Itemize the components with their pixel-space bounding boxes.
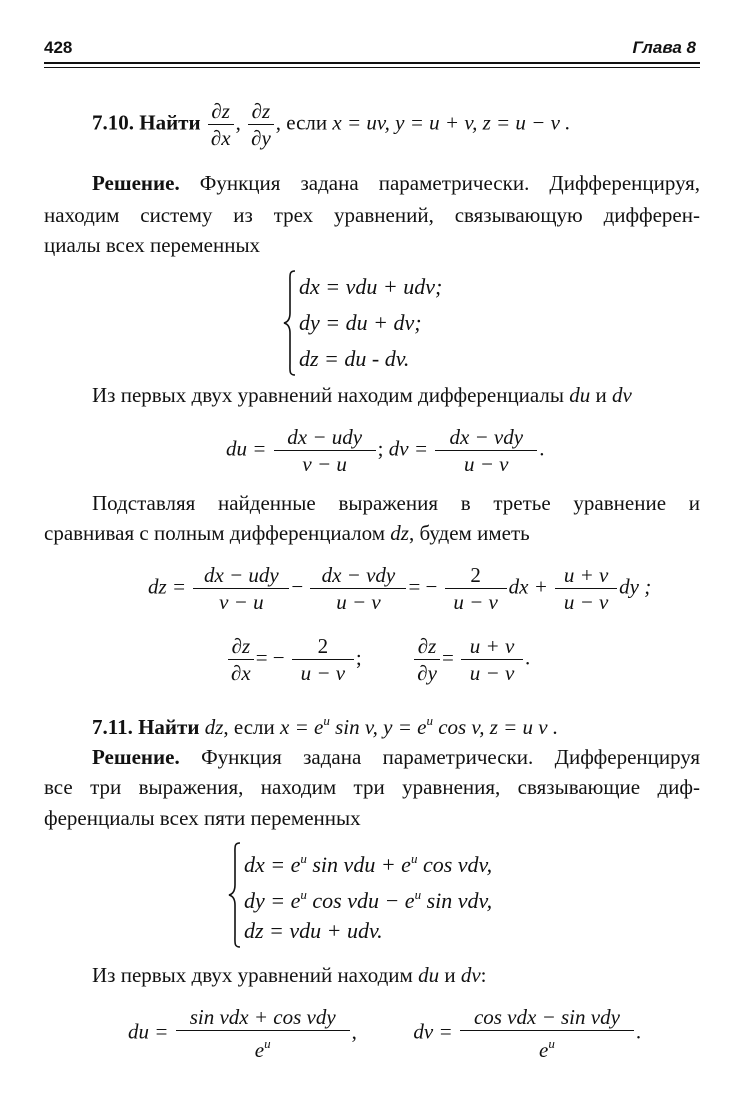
system-row: dy = du + dv; bbox=[299, 310, 422, 335]
paragraph-line: сравнивая с полным дифференциалом dz, будем иметь bbox=[44, 521, 530, 545]
system-row: dx = $e^u$ sin vdu + $e^u$ cos vdv, bbox=[244, 851, 493, 877]
solution-label: Решение. bbox=[92, 745, 180, 769]
equation-dz: dz = $\frac{\text{dx − udy}}{v - u}$ − $\frac{\text{dx − vdy}}{u - v}$ = − $\frac{2}{u - v}$ dx + $\frac{u + v}{u - v}$ dy ; bbox=[148, 563, 652, 614]
problem-7-11: 7.11. Найти dz, если $x = e^u$ sin v, $y = e^u$ cos v, z = u v . bbox=[92, 713, 559, 739]
fraction: $\frac{\partial z}{\partial y}$ bbox=[248, 98, 274, 151]
fraction: $\frac{u + v}{u - v}$ bbox=[555, 562, 617, 615]
system-row: dx = vdu + udv; bbox=[299, 274, 443, 299]
chapter-label: Глава 8 bbox=[632, 38, 696, 57]
fraction: $\frac{\text{dx − vdy}}{u - v}$ bbox=[435, 424, 537, 477]
system-row: dy = $e^u$ cos vdu − $e^u$ sin vdv, bbox=[244, 887, 493, 913]
page-number: 428 bbox=[44, 38, 73, 57]
fraction: $\frac{\partial z}{\partial x}$ bbox=[228, 633, 254, 686]
brace-icon bbox=[228, 841, 242, 949]
paragraph-line: Из первых двух уравнений находим дифференциалы du и dv bbox=[92, 383, 632, 407]
paragraph-line: все три выражения, находим три уравнения, связывающие диф- bbox=[44, 775, 700, 799]
fraction: $\frac{u + v}{u - v}$ bbox=[461, 633, 523, 686]
problem-7-10: 7.10. Найти $\frac{\partial z}{\partial x}$ , $\frac{\partial z}{\partial y}$ , если x = uv, y = u + v, z = u − v . bbox=[92, 99, 571, 150]
problem-number: 7.10. Найти bbox=[92, 110, 201, 135]
system-row: dz = vdu + udv. bbox=[244, 918, 383, 943]
fraction: $\frac{\partial z}{\partial y}$ bbox=[414, 633, 440, 686]
fraction: $\frac{2}{u - v}$ bbox=[292, 633, 354, 686]
equation-system bbox=[228, 841, 492, 949]
paragraph-line: ференциалы всех пяти переменных bbox=[44, 806, 361, 830]
fraction: $\frac{\text{dx − vdy}}{u - v}$ bbox=[310, 562, 406, 615]
equation-du-dv-exp: du = $\frac{\text{sin vdx + cos vdy}}{e^u}$ , dv = $\frac{\text{cos vdx − sin vdy}}{e^u}$ . bbox=[128, 1005, 642, 1062]
paragraph-line: находим систему из трех уравнений, связывающую дифферен- bbox=[44, 203, 700, 227]
paragraph-line: Из первых двух уравнений находим du и dv: bbox=[92, 963, 487, 987]
fraction: $\frac{\text{dx − udy}}{v - u}$ bbox=[193, 562, 289, 615]
paragraph-line: циалы всех переменных bbox=[44, 233, 261, 257]
solution-line: Решение. Функция задана параметрически. Дифференцируя, bbox=[92, 171, 700, 195]
page-header bbox=[44, 34, 700, 62]
header-rule bbox=[44, 62, 700, 64]
paragraph-line: Подставляя найденные выражения в третье уравнение и bbox=[92, 491, 700, 515]
fraction: $\frac{\text{dx − udy}}{v - u}$ bbox=[274, 424, 376, 477]
header-rule-thin bbox=[44, 67, 700, 68]
fraction: $\frac{\text{cos vdx − sin vdy}}{e^u}$ bbox=[460, 1004, 634, 1063]
solution-line: Решение. Функция задана параметрически. Дифференцируя bbox=[92, 745, 700, 769]
equation-du-dv: du = $\frac{\text{dx − udy}}{v - u}$ ; dv = $\frac{\text{dx − vdy}}{u - v}$ . bbox=[226, 425, 545, 476]
brace-icon bbox=[283, 269, 297, 377]
condition-text: , если bbox=[275, 110, 328, 135]
equation-system bbox=[283, 269, 442, 377]
equation-partials: $\frac{\partial z}{\partial x}$ = − $\frac{2}{u - v}$ ; $\frac{\partial z}{\partial y}$ = $\frac{u + v}{u - v}$ . bbox=[226, 633, 530, 686]
condition-formula: x = uv, y = u + v, z = u − v . bbox=[332, 110, 571, 135]
system-row: dz = du - dv. bbox=[299, 346, 410, 371]
solution-label: Решение. bbox=[92, 171, 180, 195]
fraction: $\frac{\partial z}{\partial x}$ bbox=[208, 98, 234, 151]
fraction: $\frac{2}{u - v}$ bbox=[445, 562, 507, 615]
problem-number: 7.11. Найти bbox=[92, 715, 200, 739]
fraction: $\frac{\text{sin vdx + cos vdy}}{e^u}$ bbox=[176, 1004, 350, 1063]
